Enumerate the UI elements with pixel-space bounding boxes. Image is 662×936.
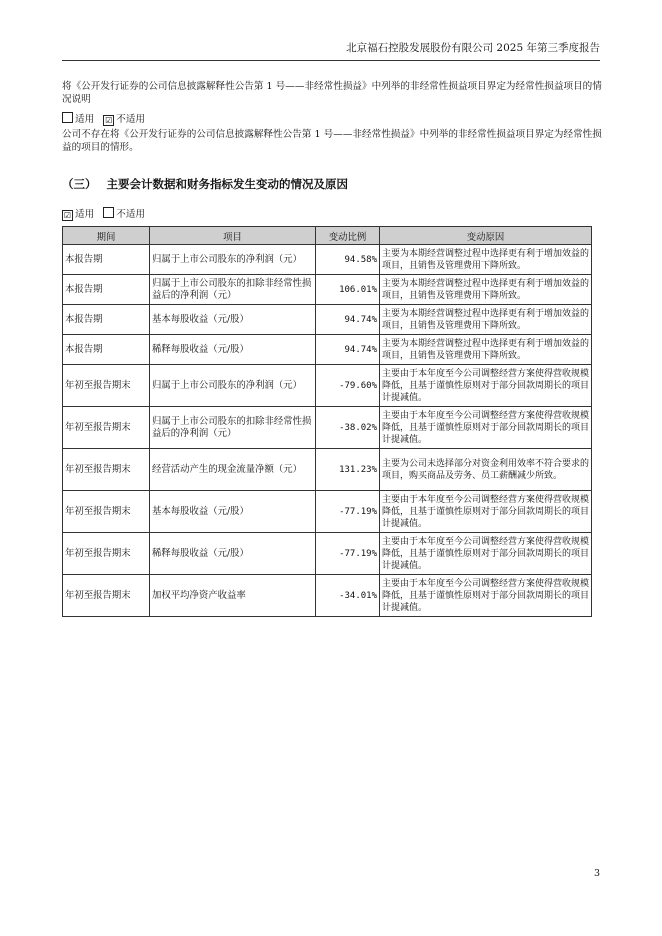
cell-ratio: 94.74% [316, 335, 380, 365]
cell-ratio: 131.23% [316, 449, 380, 491]
cell-period: 年初至报告期末 [63, 365, 150, 407]
cell-item: 稀释每股收益（元/股） [150, 533, 316, 575]
cell-reason: 主要由于本年度至今公司调整经营方案使得营收规模降低，且基于谨慎性原则对于部分回款周期长的项目计提减值。 [380, 491, 592, 533]
cell-item: 归属于上市公司股东的扣除非经常性损益后的净利润（元） [150, 407, 316, 449]
cell-period: 年初至报告期末 [63, 533, 150, 575]
section-title [62, 176, 348, 192]
cell-item: 加权平均净资产收益率 [150, 575, 316, 617]
cell-item: 归属于上市公司股东的扣除非经常性损益后的净利润（元） [150, 275, 316, 305]
header-period: 期间 [63, 227, 150, 245]
not-applicable-label-1: 不适用 [116, 114, 146, 125]
cell-item: 基本每股收益（元/股） [150, 305, 316, 335]
cell-period: 本报告期 [63, 305, 150, 335]
cell-reason: 主要为本期经营调整过程中选择更有利于增加效益的项目，且销售及管理费用下降所致。 [380, 305, 592, 335]
cell-ratio: 94.58% [316, 245, 380, 275]
table-header-row [63, 227, 592, 245]
checkbox-applicable-1[interactable] [62, 112, 73, 123]
cell-period: 本报告期 [63, 335, 150, 365]
table-row [63, 533, 592, 575]
cell-item: 基本每股收益（元/股） [150, 491, 316, 533]
table-row [63, 275, 592, 305]
cell-reason: 主要为公司未选择部分对资金利用效率不符合要求的项目，购买商品及劳务、员工薪酬减少所致。 [380, 449, 592, 491]
table-row [63, 335, 592, 365]
table-row [63, 305, 592, 335]
cell-period: 本报告期 [63, 245, 150, 275]
cell-ratio: 106.01% [316, 275, 380, 305]
cell-period: 年初至报告期末 [63, 575, 150, 617]
cell-reason: 主要由于本年度至今公司调整经营方案使得营收规模降低，且基于谨慎性原则对于部分回款周期长的项目计提减值。 [380, 407, 592, 449]
header-ratio: 变动比例 [316, 227, 380, 245]
cell-period: 本报告期 [63, 275, 150, 305]
cell-ratio: -34.01% [316, 575, 380, 617]
cell-reason: 主要为本期经营调整过程中选择更有利于增加效益的项目，且销售及管理费用下降所致。 [380, 275, 592, 305]
cell-period: 年初至报告期末 [63, 449, 150, 491]
checkbox-not-applicable-2[interactable] [103, 207, 114, 218]
applicable-label-2: 适用 [75, 209, 95, 220]
cell-item: 稀释每股收益（元/股） [150, 335, 316, 365]
table-row [63, 491, 592, 533]
cell-reason: 主要为本期经营调整过程中选择更有利于增加效益的项目，且销售及管理费用下降所致。 [380, 245, 592, 275]
table-row [63, 245, 592, 275]
page-number: 3 [593, 868, 600, 879]
cell-period: 年初至报告期末 [63, 491, 150, 533]
applicability-options-1 [62, 112, 602, 126]
cell-item: 归属于上市公司股东的净利润（元） [150, 245, 316, 275]
page-header: 北京福石控股发展股份有限公司 2025 年第三季度报告 [62, 40, 600, 61]
section-title-text: 主要会计数据和财务指标发生变动的情况及原因 [106, 177, 348, 191]
checkbox-applicable-2[interactable]: ☑ [63, 211, 72, 220]
section-number: （三） [62, 177, 97, 191]
checkbox-not-applicable-1[interactable]: ☑ [105, 116, 113, 125]
applicable-label-1: 适用 [75, 114, 95, 125]
cell-ratio: -77.19% [316, 491, 380, 533]
cell-reason: 主要为本期经营调整过程中选择更有利于增加效益的项目，且销售及管理费用下降所致。 [380, 335, 592, 365]
cell-item: 归属于上市公司股东的净利润（元） [150, 365, 316, 407]
changes-table [62, 226, 592, 617]
table-row [63, 449, 592, 491]
cell-ratio: -77.19% [316, 533, 380, 575]
table-row [63, 365, 592, 407]
applicability-options-2 [62, 207, 602, 221]
cell-ratio: -38.02% [316, 407, 380, 449]
cell-period: 年初至报告期末 [63, 407, 150, 449]
explanation-paragraph: 将《公开发行证券的公司信息披露解释性公告第 1 号——非经常性损益》中列举的非经常性损益项目界定为经常性损益项目的情况说明 [62, 81, 602, 105]
cell-reason: 主要由于本年度至今公司调整经营方案使得营收规模降低，且基于谨慎性原则对于部分回款周期长的项目计提减值。 [380, 533, 592, 575]
statement-paragraph: 公司不存在将《公开发行证券的公司信息披露解释性公告第 1 号——非经常性损益》中列举的非经常性损益项目界定为经常性损益的项目的情形。 [62, 129, 602, 153]
not-applicable-label-2: 不适用 [116, 209, 146, 220]
table-row [63, 407, 592, 449]
cell-reason: 主要由于本年度至今公司调整经营方案使得营收规模降低，且基于谨慎性原则对于部分回款周期长的项目计提减值。 [380, 575, 592, 617]
header-item: 项目 [150, 227, 316, 245]
cell-reason: 主要由于本年度至今公司调整经营方案使得营收规模降低，且基于谨慎性原则对于部分回款周期长的项目计提减值。 [380, 365, 592, 407]
cell-ratio: 94.74% [316, 305, 380, 335]
table-row [63, 575, 592, 617]
cell-item: 经营活动产生的现金流量净额（元） [150, 449, 316, 491]
cell-ratio: -79.60% [316, 365, 380, 407]
header-reason: 变动原因 [380, 227, 592, 245]
